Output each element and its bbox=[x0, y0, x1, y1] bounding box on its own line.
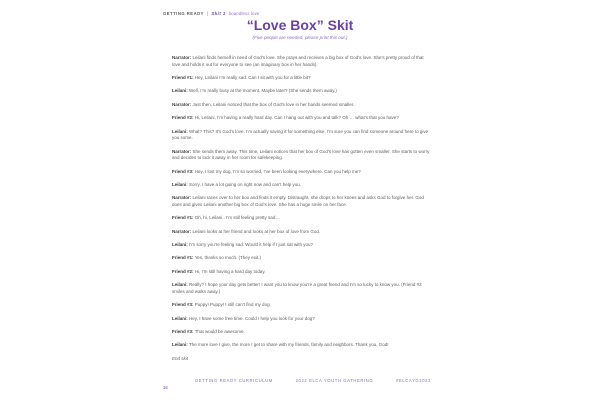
end-skit-note: End skit bbox=[172, 355, 189, 361]
page-number: 16 bbox=[163, 385, 168, 390]
speaker-name: Leilani: bbox=[172, 181, 188, 187]
script-line bbox=[172, 242, 430, 249]
script-line bbox=[172, 316, 430, 323]
speaker-name: Leilani: bbox=[172, 128, 188, 134]
dialogue-text: Well, I’m really busy at the moment, Maybe later? (She sends them away.) bbox=[189, 88, 337, 94]
running-head-topic: boundless love bbox=[228, 11, 260, 16]
running-head-skit-label: Skit 1 bbox=[211, 11, 226, 16]
script-line bbox=[172, 129, 430, 142]
speaker-name: Friend #2: bbox=[172, 115, 194, 121]
skit-script bbox=[172, 55, 430, 361]
dialogue-text: Oh, hi, Leilani.. I’m still feeling pretty sad… bbox=[194, 215, 280, 221]
dialogue-text: She sends them away. This time, Leilani notices that her box of God’s love has gotten even smaller. She starts to worry and decides to lock it away in her room for safekeeping. bbox=[172, 148, 430, 161]
dialogue-text: Hey, Leilani I’m really sad. Can I sit with you for a little bit? bbox=[194, 74, 311, 80]
dialogue-text: That would be awesome. bbox=[194, 329, 245, 334]
dialogue-text: I’m sorry you’re feeling sad. Would it help if I just sat with you? bbox=[189, 242, 314, 248]
dialogue-text: Really? I hope your day gets better! I want you to know you’re a great friend and I’m so lucky to know you. (Friend #2 smiles and walks away.) bbox=[172, 282, 422, 294]
speaker-name: Friend #1: bbox=[172, 74, 194, 80]
speaker-name: Leilani: bbox=[172, 315, 188, 321]
dialogue-text: Yes, thanks so much. (They exit.) bbox=[194, 255, 262, 261]
dialogue-text: Hi, I’m still having a hard day today. bbox=[194, 268, 266, 274]
dialogue-text: Hi, Leilani, I’m having a really hard day. Can I hang out with you and talk? Oh … what’s that you have? bbox=[194, 115, 399, 121]
speaker-name: Friend #3: bbox=[172, 329, 194, 334]
script-line bbox=[172, 255, 430, 262]
script-line bbox=[172, 102, 430, 109]
speaker-name: Friend #2: bbox=[172, 268, 194, 274]
script-line bbox=[172, 215, 430, 222]
script-line bbox=[172, 115, 430, 122]
script-line bbox=[172, 302, 430, 309]
script-line bbox=[172, 182, 430, 189]
speaker-name: Narrator: bbox=[172, 195, 192, 201]
footer-hashtag: #ELCAYG2022 bbox=[396, 378, 431, 383]
speaker-name: Narrator: bbox=[172, 228, 192, 234]
speaker-name: Leilani: bbox=[172, 342, 188, 348]
speaker-name: Friend #1: bbox=[172, 215, 194, 221]
script-line bbox=[172, 55, 430, 68]
speaker-name: Leilani: bbox=[172, 282, 188, 288]
page-subtitle: (Five people are needed, please print this out.) bbox=[252, 35, 348, 40]
footer-event: 2022 ELCA YOUTH GATHERING bbox=[295, 378, 374, 383]
script-line bbox=[172, 282, 430, 295]
dialogue-text: Sorry, I have a lot going on right now and can’t help you. bbox=[189, 181, 302, 187]
running-head bbox=[163, 11, 259, 16]
running-head-separator: | bbox=[206, 11, 209, 16]
script-line bbox=[172, 342, 430, 349]
dialogue-text: The more love I give, the more I get to share with my friends, family and neighbors. Thank you, God! bbox=[188, 342, 389, 348]
speaker-name: Friend #1: bbox=[172, 255, 194, 261]
script-line bbox=[172, 149, 430, 162]
speaker-name: Narrator: bbox=[172, 101, 192, 107]
page-footer bbox=[195, 378, 431, 383]
script-line bbox=[172, 329, 430, 336]
speaker-name: Friend #3: bbox=[172, 168, 194, 174]
dialogue-text: Hey, I have some free time. Could I help you look for your dog? bbox=[189, 315, 315, 321]
speaker-name: Narrator: bbox=[172, 148, 192, 154]
speaker-name: Leilani: bbox=[172, 242, 188, 248]
script-line bbox=[172, 88, 430, 95]
speaker-name: Leilani: bbox=[172, 88, 188, 94]
script-line bbox=[172, 195, 430, 208]
dialogue-text: What? This? It’s God’s love. I’m actually saving it for something else. I’m sure you can find someone around here to give you some. bbox=[172, 128, 429, 141]
page-title: “Love Box” Skit bbox=[246, 17, 354, 33]
speaker-name: Friend #3: bbox=[172, 302, 194, 308]
dialogue-text: Puppy! Puppy! I still can’t find my dog. bbox=[194, 302, 271, 308]
dialogue-text: Leilani finds herself in need of God’s love. She prays and receives a big box of God’s love. She’s pretty proud of that love and holds it out for everyone to see (an imaginary box in her hands). bbox=[172, 55, 424, 67]
script-line bbox=[172, 169, 430, 176]
running-head-section: GETTING READY bbox=[163, 11, 204, 16]
dialogue-text: Leilani looks at her friend and looks at her box of love from God. bbox=[192, 228, 321, 234]
speaker-name: Narrator: bbox=[172, 55, 192, 60]
dialogue-text: Just then, Leilani noticed that the box of God’s love in her hands seemed smaller. bbox=[192, 101, 355, 107]
script-line bbox=[172, 229, 430, 236]
script-line bbox=[172, 75, 430, 82]
script-line bbox=[172, 269, 430, 276]
dialogue-text: Hey, I lost my dog, I’m so worried, I’ve been looking everywhere. Can you help me? bbox=[194, 168, 361, 174]
footer-curriculum: GETTING READY CURRICULUM bbox=[195, 378, 273, 383]
dialogue-text: Leilani races over to her box and finds it empty. Distraught, she drops to her knees and asks God to forgive her. God does and gives Leilani another big box of God’s love. She has a huge smile on her face. bbox=[172, 195, 424, 207]
